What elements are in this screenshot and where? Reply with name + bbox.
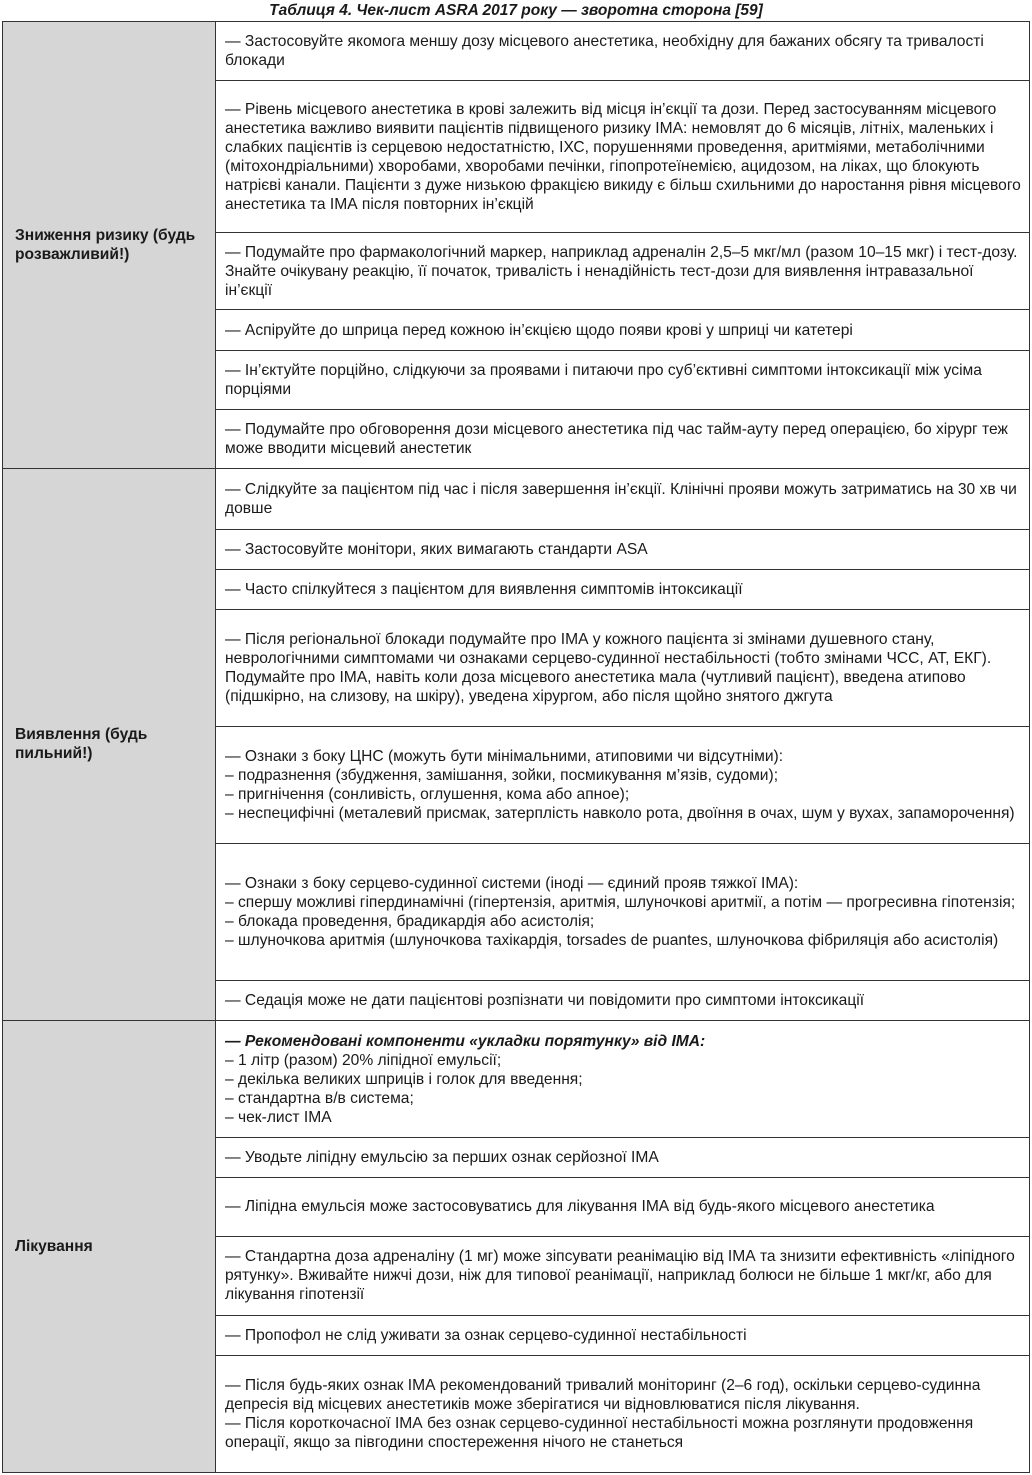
item-line: — Після регіональної блокади подумайте про ІМА у кожного пацієнта зі змінами душевного стану, неврологічними симптомами чи ознаками серцево-судинної нестабільності (тобто змінами ЧСС, АТ, ЕКГ). Подумайте про ІМА, навіть коли доза місцевого анестетика мала (чутливий пацієнт), введена атипово (підшкірно, на слизову, на шкіру), уведена хірургом, або після щойно знятого джгута (225, 630, 996, 705)
checklist-item (216, 81, 1030, 233)
checklist-item (216, 468, 1030, 529)
item-line: – декілька великих шприців і голок для введення; (225, 1070, 583, 1088)
item-line: — Ознаки з боку серцево-судинної системи (іноді — єдиний прояв тяжкої ІМА): (225, 875, 799, 893)
section-title: Зниження ризику (будь розважливий!) (3, 22, 216, 469)
item-line: — Слідкуйте за пацієнтом під час і після завершення ін’єкції. Клінічні прояви можуть затриматись на 30 хв чи довше (225, 480, 1022, 517)
checklist-item (216, 1021, 1030, 1138)
checklist-item (216, 1138, 1030, 1177)
item-line: — Подумайте про обговорення дози місцевого анестетика під час тайм-ауту перед операцією, бо хірург теж може вводити місцевий анестетик (225, 420, 1013, 457)
item-line: – чек-лист ІМА (225, 1108, 332, 1126)
item-line: — Застосовуйте монітори, яких вимагають стандарти ASA (225, 540, 648, 558)
item-line: — Рівень місцевого анестетика в крові залежить від місця ін’єкції та дози. Перед застосуванням місцевого анестетика важливо виявити пацієнтів підвищеного ризику ІМА: немовлят до 6 місяців, літніх, маленьких і слабких пацієнтів із серцевою недостатністю, ІХС, порушеннями проведення, аритміями, метаболічними (мітохондріальними) хворобами, хворобами печінки, гіпопротеїнемією, ацидозом, на ліках, що блокують натрієві канали. Пацієнти з дуже низькою фракцією викиду є більш схильними до наростання рівня місцевого анестетика та ІМА після повторних ін’єкцій (225, 100, 1026, 213)
checklist-item (216, 569, 1030, 609)
item-line: – шлуночкова аритмія (шлуночкова тахікардія, torsades de puantes, шлуночкова фібриляція або асистолія) (225, 932, 999, 950)
item-line: — Після короткочасної ІМА без ознак серцево-судинної нестабільності можна розглянути продовження операції, якщо за півгодини спостереження нічого не станеться (225, 1414, 978, 1451)
checklist-item (216, 844, 1030, 981)
item-line: — Після будь-яких ознак ІМА рекомендований тривалий моніторинг (2–6 год), оскільки серцево-судинна депресія від місцевих анестетиків може зберігатися чи відновлюватися після лікування. (225, 1376, 985, 1413)
section-title: Лікування (3, 1021, 216, 1473)
table-row (3, 468, 1030, 529)
section-title: Виявлення (будь пильний!) (3, 468, 216, 1021)
checklist-item (216, 726, 1030, 843)
item-line: – подразнення (збудження, замішання, зойки, посмикування м’язів, судоми); (225, 766, 779, 784)
item-line: – пригнічення (сонливість, оглушення, кома або апное); (225, 785, 630, 803)
checklist-item (216, 1315, 1030, 1355)
item-line: – спершу можливі гіпердинамічні (гіпертензія, аритмія, шлуночкові аритмії, а потім — прогресивна гіпотензія; (225, 894, 1016, 912)
checklist-item (216, 233, 1030, 310)
checklist-body (3, 22, 1030, 1473)
item-line: — Часто спілкуйтеся з пацієнтом для виявлення симптомів інтоксикації (225, 580, 743, 598)
checklist-item (216, 1355, 1030, 1472)
checklist-table (2, 21, 1030, 1473)
checklist-item (216, 22, 1030, 81)
checklist-item (216, 310, 1030, 351)
item-line: — Рекомендовані компоненти «укладки порятунку» від ІМА: (225, 1032, 706, 1050)
checklist-item (216, 981, 1030, 1021)
item-line: — Подумайте про фармакологічний маркер, наприклад адреналін 2,5–5 мкг/мл (разом 10–15 мкг) і тест-дозу. Знайте очікувану реакцію, її початок, тривалість і ненадійність тест-дози для виявлення інтравазальної ін’єкції (225, 243, 1022, 299)
item-line: — Застосовуйте якомога меншу дозу місцевого анестетика, необхідну для бажаних обсягу та тривалості блокади (225, 33, 989, 70)
item-line: — Пропофол не слід уживати за ознак серцево-судинної нестабільності (225, 1326, 747, 1344)
checklist-item (216, 1236, 1030, 1315)
item-line: — Уводьте ліпідну емульсію за перших ознак серйозної ІМА (225, 1148, 659, 1166)
checklist-item (216, 351, 1030, 409)
checklist-item (216, 529, 1030, 569)
item-line: — Ознаки з боку ЦНС (можуть бути мінімальними, атиповими чи відсутніми): (225, 747, 784, 765)
item-line: — Ін’єктуйте порційно, слідкуючи за проявами і питаючи про суб’єктивні симптоми інтоксикації між усіма порціями (225, 361, 987, 398)
item-line: – неспецифічні (металевий присмак, затерплість навколо рота, двоїння в очах, шум у вухах, запаморочення) (225, 804, 1015, 822)
item-line: — Аспіруйте до шприца перед кожною ін’єкцією щодо появи крові у шприці чи катетері (225, 321, 853, 339)
item-line: – 1 літр (разом) 20% ліпідної емульсії; (225, 1051, 502, 1069)
item-line: – стандартна в/в система; (225, 1089, 414, 1107)
table-row (3, 1021, 1030, 1138)
checklist-item (216, 1177, 1030, 1236)
checklist-item (216, 609, 1030, 726)
item-line: — Ліпідна емульсія може застосовуватись для лікування ІМА від будь-якого місцевого анестетика (225, 1198, 935, 1216)
item-line: – блокада проведення, брадикардія або асистолія; (225, 913, 595, 931)
item-line: — Седація може не дати пацієнтові розпізнати чи повідомити про симптоми інтоксикації (225, 992, 865, 1010)
table-caption: Таблиця 4. Чек-лист ASRA 2017 року — зворотна сторона [59] (269, 2, 763, 19)
table-row (3, 22, 1030, 81)
item-line: — Стандартна доза адреналіну (1 мг) може зіпсувати реанімацію від ІМА та знизити ефективність «ліпідного рятунку». Вживайте нижчі дози, ніж для типової реанімації, наприклад болюси не більше 1 мкг/кг, або для лікування гіпотензії (225, 1248, 1020, 1304)
checklist-item (216, 409, 1030, 468)
